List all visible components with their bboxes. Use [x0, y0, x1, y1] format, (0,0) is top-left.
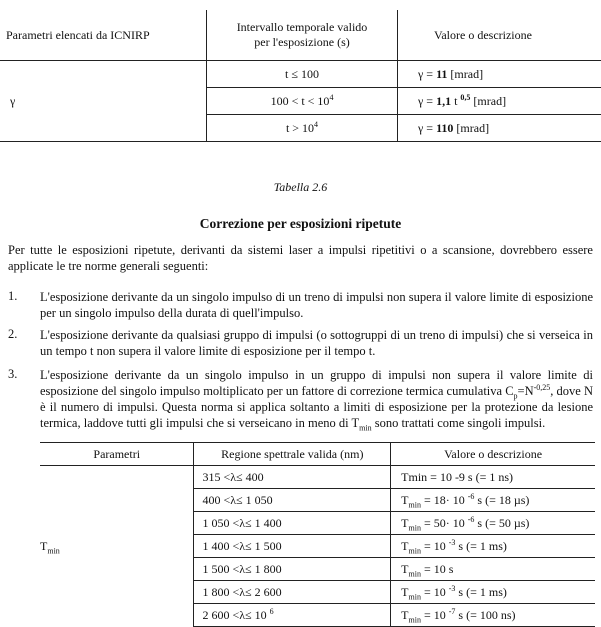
value-prefix: γ =	[418, 121, 436, 135]
value-subscript: min	[409, 592, 421, 601]
table1-header-interval-line1: Intervallo temporale valido	[237, 20, 368, 34]
value-symbol: T	[401, 493, 408, 507]
value-tail: s (= 1 ms)	[455, 539, 506, 553]
table-row	[40, 466, 595, 489]
list-item	[40, 367, 593, 431]
value-variable: t	[451, 94, 460, 108]
table2-value	[391, 489, 595, 512]
table1-value	[398, 88, 601, 115]
value-subscript: min	[409, 523, 421, 532]
value-tail: s (= 50 µs)	[474, 516, 529, 530]
item-subscript: min	[359, 424, 371, 433]
value-number: 1,1	[436, 94, 451, 108]
value-symbol: T	[401, 608, 408, 622]
value-tail: s (= 1 ms)	[455, 585, 506, 599]
value-symbol: T	[401, 516, 408, 530]
condition-exponent: 4	[329, 93, 333, 102]
item-text-part: L'esposizione derivante da un singolo impulso in un gruppo di impulsi non supera il valore limite di esposizione del singolo impulso moltiplicato per un fattore di correzione termica cumulativa C	[40, 368, 593, 398]
value-number: 110	[436, 121, 453, 135]
table1-header-interval-line2: per l'esposizione (s)	[254, 35, 349, 49]
table1-header-params	[0, 10, 207, 61]
table2-value	[391, 581, 595, 604]
value-exponent: -7	[449, 607, 456, 616]
table1-header-value	[398, 10, 601, 61]
table2-region	[194, 558, 391, 581]
item-text-part: =N	[518, 384, 534, 398]
region-text: 2 600 <λ≤ 10	[202, 608, 269, 622]
table1-header-value-text: Valore o descrizione	[434, 28, 532, 42]
region-text: 400 <λ≤ 1 050	[202, 493, 272, 507]
table-row	[0, 61, 601, 88]
list-number: 1.	[8, 289, 17, 304]
region-text: 1 400 <λ≤ 1 500	[202, 539, 281, 553]
value-text: = 10	[421, 585, 449, 599]
value-subscript: min	[409, 615, 421, 624]
value-subscript: min	[409, 546, 421, 555]
param-subscript: min	[47, 546, 59, 555]
value-prefix: γ =	[418, 94, 436, 108]
value-unit: [mrad]	[470, 94, 506, 108]
value-text: = 10 s	[421, 562, 453, 576]
list-item: L'esposizione derivante da un singolo impulso di un treno di impulsi non supera il valore limite di esposizione per un singolo impulso della durata di quell'impulso.	[40, 289, 593, 321]
gamma-symbol: γ	[10, 94, 15, 108]
condition-exponent: 4	[314, 120, 318, 129]
value-subscript: min	[409, 500, 421, 509]
table1-value	[398, 61, 601, 88]
value-exponent: -3	[449, 584, 456, 593]
value-unit: [mrad]	[453, 121, 489, 135]
value-exponent: -6	[468, 492, 475, 501]
item-subscript: p	[514, 392, 518, 401]
region-text: 315 <λ≤ 400	[202, 470, 263, 484]
item-superscript: -0,25	[534, 383, 551, 392]
value-tail: s (= 18 µs)	[474, 493, 529, 507]
table2-region	[194, 604, 391, 627]
table2-region	[194, 581, 391, 604]
region-text: 1 800 <λ≤ 2 600	[202, 585, 281, 599]
table2-value	[391, 604, 595, 627]
value-text: = 10	[421, 608, 449, 622]
table2-header-value	[391, 443, 595, 466]
table1-value	[398, 115, 601, 142]
value-number: 11	[436, 67, 447, 81]
condition-text: 100 < t < 10	[271, 94, 330, 108]
table1-header-params-text: Parametri elencati da ICNIRP	[6, 28, 150, 42]
table2-value	[391, 558, 595, 581]
table2-header-params	[40, 443, 194, 466]
value-text: Tmin = 10 -9 s (= 1 ns)	[401, 470, 513, 484]
value-symbol: T	[401, 562, 408, 576]
value-tail: s (= 100 ns)	[455, 608, 515, 622]
item-text-part: , dove N è il numero di impulsi. Questa norma si applica soltanto a limiti di esposizione per la protezione da lesione termica, laddove tutti gli impulsi che si verseicano in meno di T	[40, 384, 593, 430]
table2-region	[194, 489, 391, 512]
value-text: = 18· 10	[421, 493, 468, 507]
value-prefix: γ =	[418, 67, 436, 81]
table2-header-region	[194, 443, 391, 466]
table2-header-value-text: Valore o descrizione	[444, 447, 542, 461]
value-text: = 10	[421, 539, 449, 553]
list-number: 3.	[8, 367, 17, 382]
table1-symbol	[0, 61, 207, 142]
table2-header-region-text: Regione spettrale valida (nm)	[221, 447, 363, 461]
region-text: 1 500 <λ≤ 1 800	[202, 562, 281, 576]
item-text-part: sono trattati come singoli impulsi.	[372, 416, 546, 430]
tmin-table	[40, 442, 595, 627]
value-exponent: -3	[449, 538, 456, 547]
table-caption: Tabella 2.6	[0, 180, 601, 195]
table2-region	[194, 512, 391, 535]
condition-text: t > 10	[286, 121, 314, 135]
table2-value	[391, 512, 595, 535]
table2-value	[391, 535, 595, 558]
table2-header-params-text: Parametri	[93, 447, 140, 461]
value-exponent: -6	[468, 515, 475, 524]
table2-region	[194, 535, 391, 558]
table1-condition	[207, 61, 398, 88]
intro-paragraph: Per tutte le esposizioni ripetute, derivanti da sistemi laser a impulsi ripetitivi o a scansione, dovrebbero essere applicate le tre norme generali seguenti:	[8, 242, 593, 274]
region-text: 1 050 <λ≤ 1 400	[202, 516, 281, 530]
list-number: 2.	[8, 327, 17, 342]
table1-header-interval	[207, 10, 398, 61]
region-exponent: 6	[270, 607, 274, 616]
table1-condition	[207, 115, 398, 142]
condition-text: t ≤ 100	[285, 67, 319, 81]
value-exponent: 0,5	[460, 93, 470, 102]
exposure-time-table	[0, 10, 601, 142]
value-subscript: min	[409, 569, 421, 578]
table2-region	[194, 466, 391, 489]
table2-value	[391, 466, 595, 489]
value-unit: [mrad]	[447, 67, 483, 81]
table2-param	[40, 466, 194, 627]
param-symbol: T	[40, 539, 47, 553]
section-heading: Correzione per esposizioni ripetute	[0, 216, 601, 232]
table1-condition	[207, 88, 398, 115]
value-symbol: T	[401, 585, 408, 599]
list-item: L'esposizione derivante da qualsiasi gruppo di impulsi (o sottogruppi di un treno di impulsi) che si verseica in un tempo t non supera il valore limite di esposizione per il tempo t.	[40, 327, 593, 359]
value-symbol: T	[401, 539, 408, 553]
value-text: = 50· 10	[421, 516, 468, 530]
